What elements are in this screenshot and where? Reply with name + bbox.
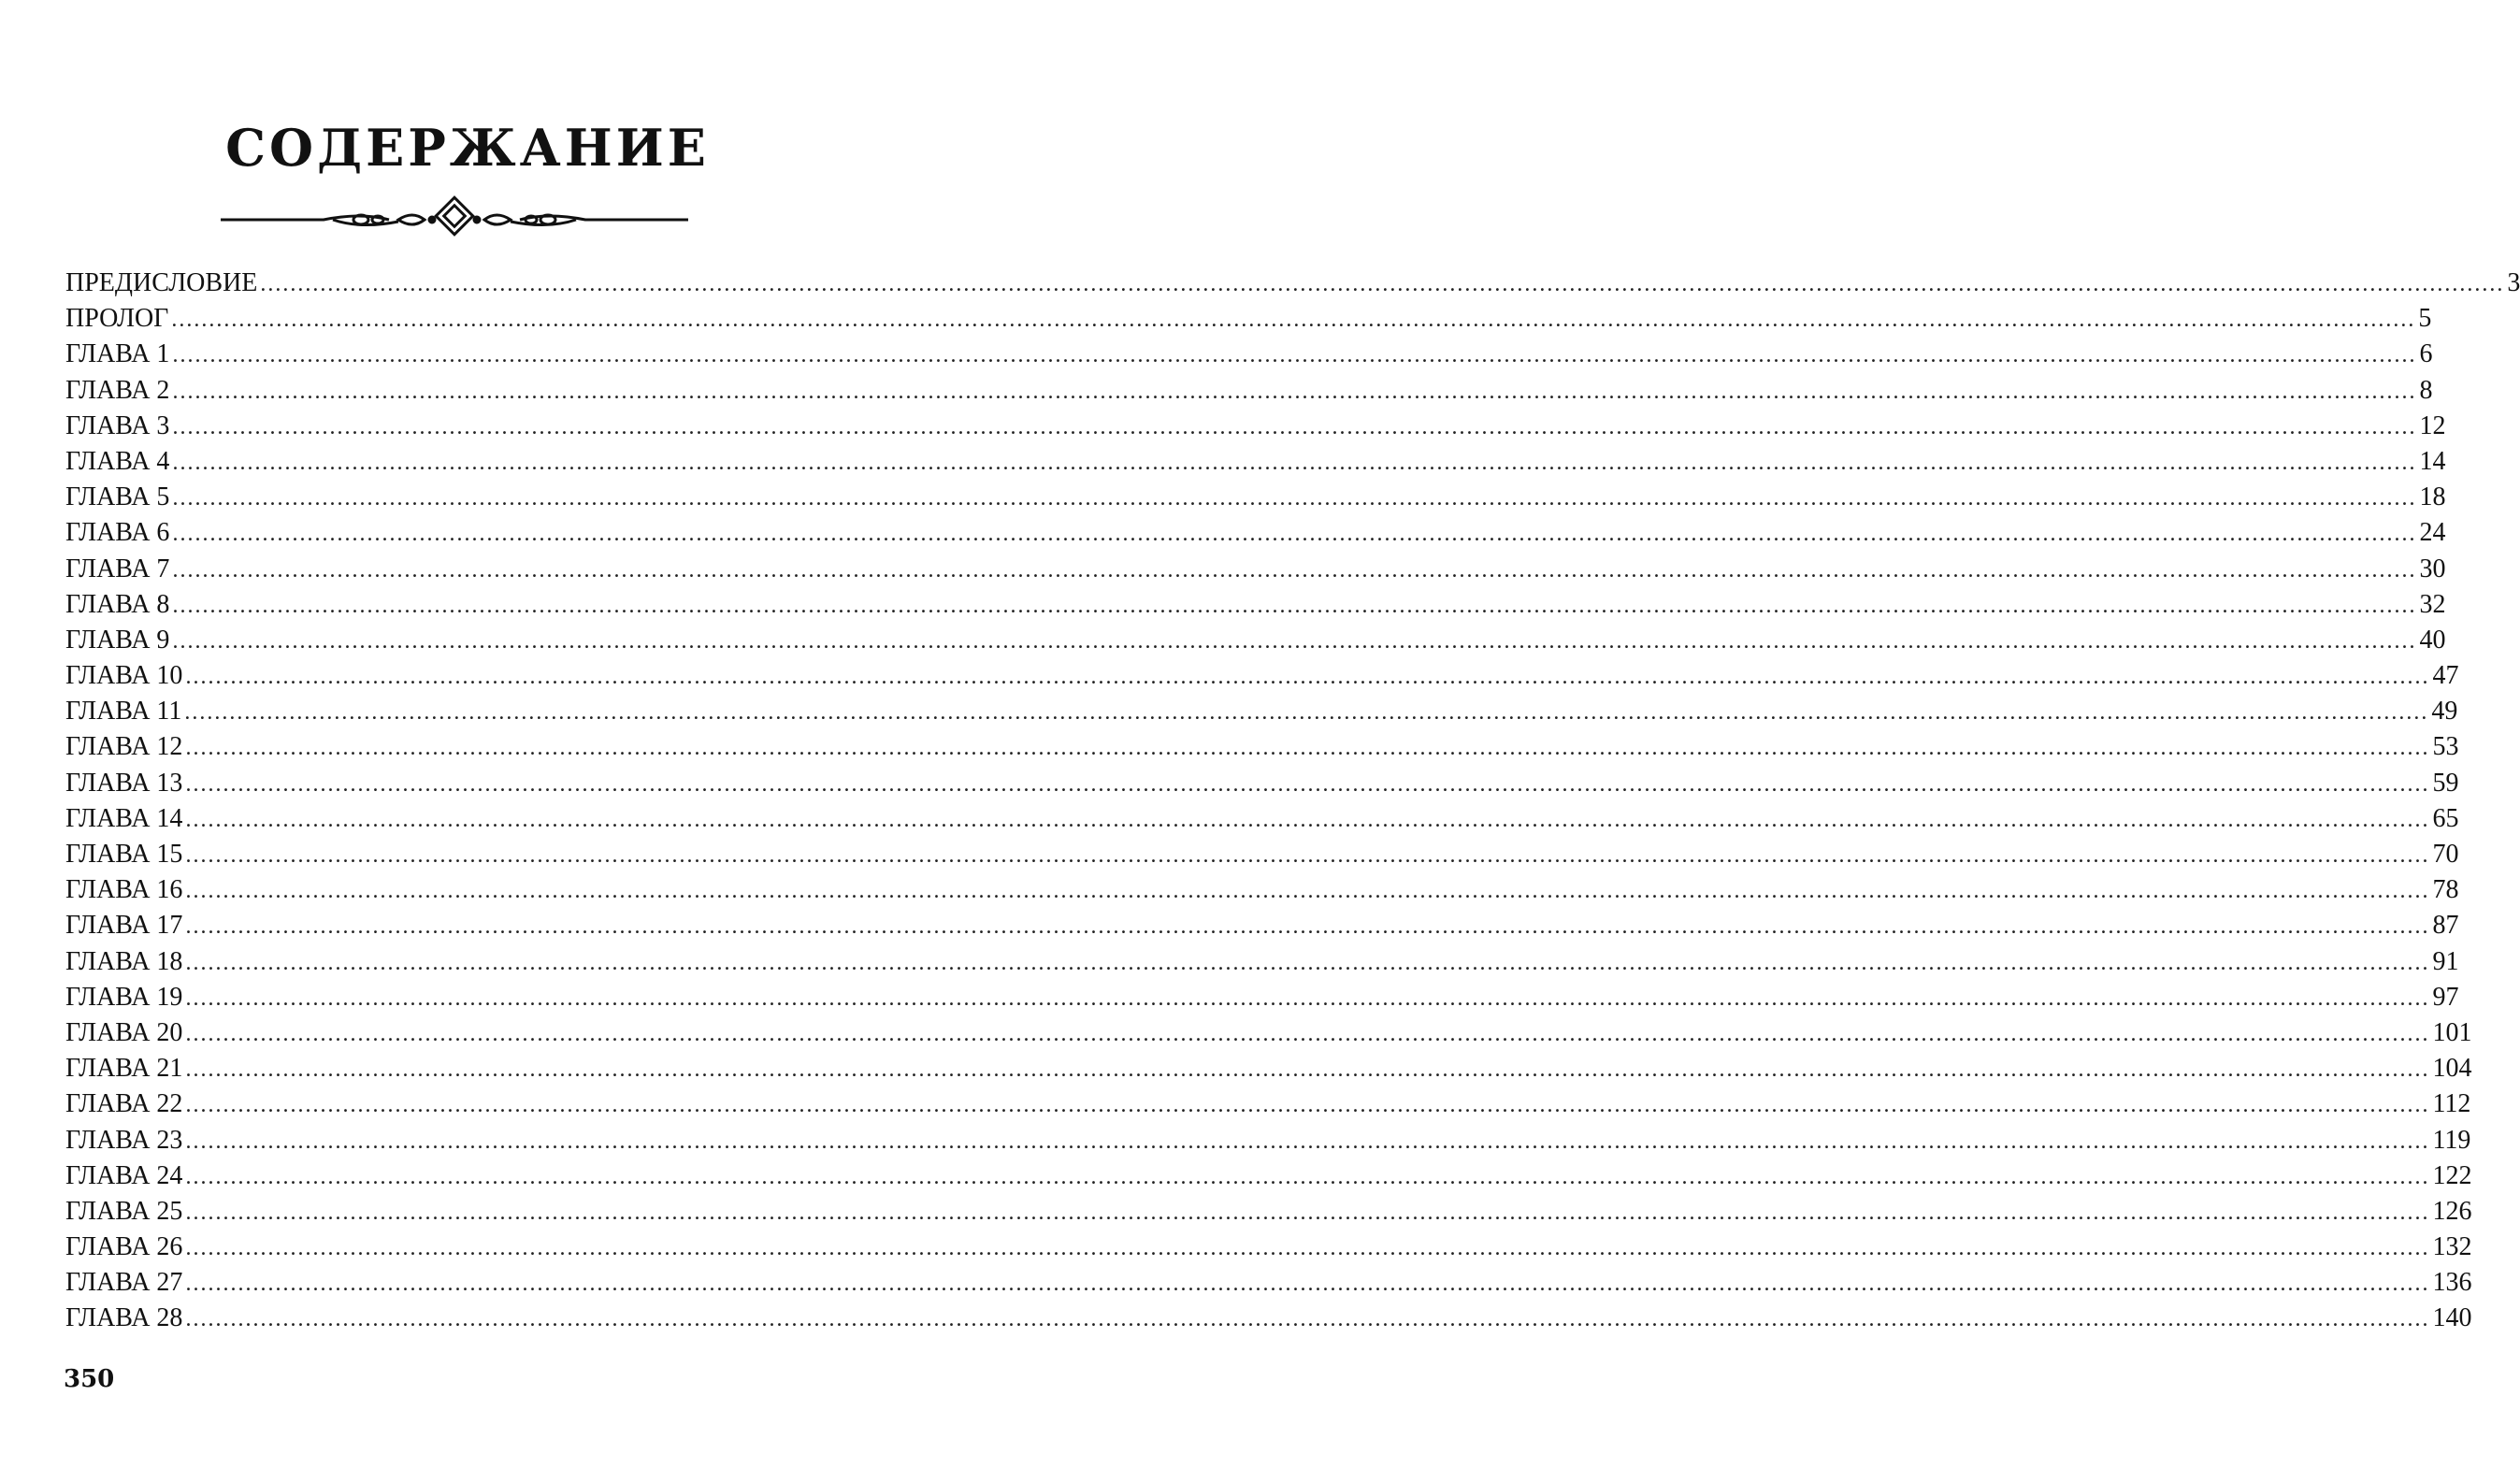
toc-entry <box>65 409 2446 444</box>
toc-entry-label: ГЛАВА 23 <box>65 1125 183 1155</box>
dot-leader: ............................................................................................................................................................................................................................................................................................................ <box>172 414 2417 439</box>
toc-entry-page: 122 <box>2432 1160 2472 1190</box>
toc-entry <box>65 1194 2472 1230</box>
page-number: 350 <box>64 1365 115 1393</box>
toc-entry <box>65 1051 2472 1086</box>
toc-entry-page: 104 <box>2432 1054 2472 1084</box>
toc-entry <box>65 944 2459 980</box>
toc-entry-page: 97 <box>2432 982 2459 1012</box>
toc-entry-label: ГЛАВА 18 <box>65 946 183 976</box>
toc-entry-page: 136 <box>2432 1268 2472 1298</box>
dot-leader: ............................................................................................................................................................................................................................................................................................................ <box>185 879 2430 904</box>
toc-entry <box>65 587 2446 623</box>
toc-entry-page: 87 <box>2432 911 2459 941</box>
toc-entry <box>65 837 2459 872</box>
dot-leader: ............................................................................................................................................................................................................................................................................................................ <box>172 628 2417 654</box>
toc-entry <box>65 1265 2472 1301</box>
toc-entry-label: ГЛАВА 21 <box>65 1054 183 1084</box>
toc-entry <box>65 1230 2472 1265</box>
toc-entry-label: ГЛАВА 24 <box>65 1160 183 1190</box>
dot-leader: ............................................................................................................................................................................................................................................................................................................ <box>185 1200 2430 1225</box>
toc-entry-label: ГЛАВА 2 <box>65 375 170 405</box>
toc-entry-label: ГЛАВА 22 <box>65 1089 183 1119</box>
toc-entry-page: 101 <box>2432 1017 2472 1047</box>
toc-entry-page: 5 <box>2418 304 2432 334</box>
dot-leader: ............................................................................................................................................................................................................................................................................................................ <box>185 1236 2430 1261</box>
toc-entry-page: 70 <box>2432 840 2459 869</box>
dot-leader: ............................................................................................................................................................................................................................................................................................................ <box>185 807 2430 832</box>
dot-leader: ............................................................................................................................................................................................................................................................................................................ <box>185 1021 2430 1046</box>
toc-entry <box>65 373 2433 409</box>
dot-leader: ............................................................................................................................................................................................................................................................................................................ <box>185 843 2430 868</box>
dot-leader: ............................................................................................................................................................................................................................................................................................................ <box>185 1093 2430 1118</box>
toc-entry <box>65 980 2459 1015</box>
toc-entry-page: 126 <box>2432 1196 2472 1226</box>
toc-entry-label: ГЛАВА 13 <box>65 768 183 798</box>
dot-leader: ............................................................................................................................................................................................................................................................................................................ <box>185 771 2430 797</box>
toc-entry <box>65 908 2459 943</box>
toc-entry-label: ГЛАВА 17 <box>65 911 183 941</box>
dot-leader: ............................................................................................................................................................................................................................................................................................................ <box>172 379 2417 404</box>
knot-ornament-divider-icon <box>221 192 688 248</box>
toc-entry-page: 32 <box>2419 589 2446 619</box>
toc-entry <box>65 658 2459 694</box>
toc-entry <box>65 1015 2472 1051</box>
dot-leader: ............................................................................................................................................................................................................................................................................................................ <box>185 1164 2430 1189</box>
toc-entry-label: ГЛАВА 1 <box>65 339 170 369</box>
toc-entry-page: 59 <box>2432 768 2459 798</box>
dot-leader: ............................................................................................................................................................................................................................................................................................................ <box>185 1058 2430 1083</box>
toc-entry-label: ГЛАВА 26 <box>65 1232 183 1262</box>
toc-entry-page: 6 <box>2419 339 2433 369</box>
toc-entry-label: ГЛАВА 5 <box>65 482 170 512</box>
toc-entry-page: 47 <box>2432 661 2459 691</box>
toc-entry-label: ГЛАВА 6 <box>65 518 170 548</box>
dot-leader: ............................................................................................................................................................................................................................................................................................................ <box>184 700 2429 726</box>
toc-entry-page: 49 <box>2431 697 2458 727</box>
toc-entry-page: 18 <box>2419 482 2446 512</box>
toc-entry-label: ГЛАВА 11 <box>65 697 182 727</box>
toc-entry-page: 78 <box>2432 875 2459 905</box>
dot-leader: ............................................................................................................................................................................................................................................................................................................ <box>185 1272 2430 1297</box>
toc-entry-label: ГЛАВА 12 <box>65 732 183 762</box>
toc-entry-page: 40 <box>2419 625 2446 655</box>
page-title: СОДЕРЖАНИЕ <box>225 118 710 178</box>
toc-entry <box>65 444 2446 480</box>
dot-leader: ............................................................................................................................................................................................................................................................................................................ <box>185 986 2430 1011</box>
toc-entry-label: ПРОЛОГ <box>65 304 169 334</box>
toc-entry <box>65 1301 2472 1336</box>
table-of-contents <box>65 266 2520 1337</box>
toc-entry <box>65 266 2520 301</box>
dot-leader: ............................................................................................................................................................................................................................................................................................................ <box>172 450 2417 475</box>
toc-entry-page: 3 <box>2507 268 2520 297</box>
toc-entry-page: 24 <box>2419 518 2446 548</box>
toc-entry-page: 65 <box>2432 803 2459 833</box>
toc-entry-label: ГЛАВА 7 <box>65 554 170 583</box>
toc-entry-label: ГЛАВА 19 <box>65 982 183 1012</box>
toc-entry <box>65 1123 2471 1158</box>
toc-entry <box>65 480 2446 515</box>
toc-entry-label: ГЛАВА 15 <box>65 840 183 869</box>
toc-entry <box>65 766 2459 801</box>
toc-entry <box>65 1158 2472 1194</box>
toc-entry-page: 132 <box>2432 1232 2472 1262</box>
dot-leader: ............................................................................................................................................................................................................................................................................................................ <box>172 557 2417 583</box>
dot-leader: ............................................................................................................................................................................................................................................................................................................ <box>172 486 2417 511</box>
dot-leader: ............................................................................................................................................................................................................................................................................................................ <box>172 593 2417 618</box>
toc-entry-page: 8 <box>2419 375 2433 405</box>
dot-leader: ............................................................................................................................................................................................................................................................................................................ <box>172 343 2417 368</box>
dot-leader: ............................................................................................................................................................................................................................................................................................................ <box>171 308 2416 333</box>
toc-entry <box>65 872 2459 908</box>
toc-entry <box>65 1086 2471 1122</box>
toc-entry <box>65 337 2433 372</box>
toc-entry <box>65 623 2446 658</box>
toc-entry-page: 12 <box>2419 410 2446 440</box>
dot-leader: ............................................................................................................................................................................................................................................................................................................ <box>185 665 2430 690</box>
toc-entry <box>65 515 2446 551</box>
dot-leader: ............................................................................................................................................................................................................................................................................................................ <box>185 1129 2430 1154</box>
toc-entry-label: ГЛАВА 16 <box>65 875 183 905</box>
toc-entry-page: 119 <box>2432 1125 2471 1155</box>
toc-entry-page: 112 <box>2432 1089 2471 1119</box>
toc-entry-page: 30 <box>2419 554 2446 583</box>
dot-leader: ............................................................................................................................................................................................................................................................................................................ <box>172 522 2417 547</box>
toc-entry <box>65 552 2446 587</box>
dot-leader: ............................................................................................................................................................................................................................................................................................................ <box>260 272 2505 296</box>
toc-entry-page: 91 <box>2432 946 2459 976</box>
toc-entry-label: ГЛАВА 25 <box>65 1196 183 1226</box>
dot-leader: ............................................................................................................................................................................................................................................................................................................ <box>185 950 2430 975</box>
toc-entry <box>65 729 2459 765</box>
toc-entry-label: ПРЕДИСЛОВИЕ <box>65 268 258 297</box>
toc-entry-page: 140 <box>2432 1303 2472 1333</box>
toc-entry-label: ГЛАВА 28 <box>65 1303 183 1333</box>
toc-entry-label: ГЛАВА 3 <box>65 410 170 440</box>
toc-entry-label: ГЛАВА 10 <box>65 661 183 691</box>
toc-entry-label: ГЛАВА 20 <box>65 1017 183 1047</box>
dot-leader: ............................................................................................................................................................................................................................................................................................................ <box>185 736 2430 761</box>
toc-entry <box>65 301 2432 337</box>
toc-entry-page: 53 <box>2432 732 2459 762</box>
dot-leader: ............................................................................................................................................................................................................................................................................................................ <box>185 1307 2430 1332</box>
toc-entry-label: ГЛАВА 27 <box>65 1268 183 1298</box>
toc-entry <box>65 801 2459 837</box>
toc-entry-label: ГЛАВА 4 <box>65 446 170 476</box>
toc-entry-label: ГЛАВА 8 <box>65 589 170 619</box>
toc-entry-page: 14 <box>2419 446 2446 476</box>
toc-entry-label: ГЛАВА 14 <box>65 803 183 833</box>
toc-entry-label: ГЛАВА 9 <box>65 625 170 655</box>
toc-entry <box>65 694 2458 729</box>
dot-leader: ............................................................................................................................................................................................................................................................................................................ <box>185 914 2430 940</box>
